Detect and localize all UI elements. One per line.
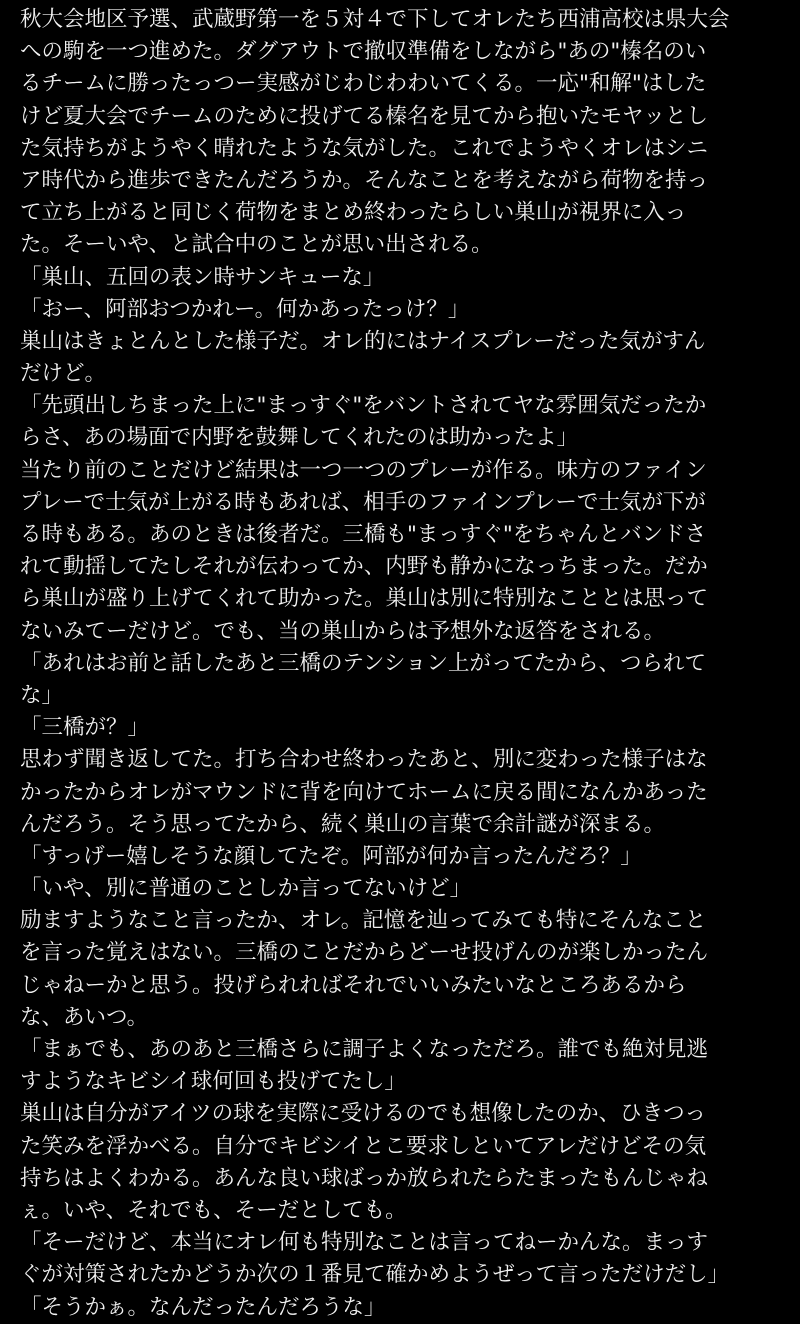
dialogue-line: 「おー、阿部おつかれー。何かあったっけ？」 (20, 296, 470, 322)
text-line: かったからオレがマウンドに背を向けてホームに戻る間になんかあった (20, 779, 708, 805)
text-line: 思わず聞き返してた。打ち合わせ終わったあと、別に変わった様子はな (20, 747, 708, 773)
dialogue-line: 「三橋が？」 (20, 715, 150, 741)
text-line: て立ち上がると同じく荷物をまとめ終わったらしい巣山が視界に入っ (20, 200, 687, 226)
text-line: への駒を一つ進めた。ダグアウトで撤収準備をしながら"あの"榛名のい (20, 39, 707, 65)
text-line: ら巣山が盛り上げてくれて助かった。巣山は別に特別なこととは思って (20, 586, 709, 612)
dialogue-line: らさ、あの場面で内野を鼓舞してくれたのは助かったよ」 (20, 425, 579, 451)
dialogue-line: 「すっげー嬉しそうな顔してたぞ。阿部が何か言ったんだろ？」 (20, 843, 642, 869)
text-line: 励ますようなこと言ったか、オレ。記憶を辿ってみても特にそんなこと (20, 908, 707, 934)
dialogue-line: 「いや、別に普通のことしか言ってないけど」 (20, 876, 472, 902)
text-line: 秋大会地区予選、武蔵野第一を５対４で下してオレたち西浦高校は県大会 (20, 7, 730, 32)
text-line: プレーで士気が上がる時もあれば、相手のファインプレーで士気が下が (20, 489, 706, 515)
text-line: る時もある。あのときは後者だ。三橋も"まっすぐ"をちゃんとバンドさ (20, 522, 707, 547)
dialogue-line: 「そーだけど、本当にオレ何も特別なことは言ってねーかんな。まっす (20, 1230, 709, 1256)
text-line: るチームに勝ったっつー実感がじわじわわいてくる。一応"和解"はした (20, 71, 707, 97)
dialogue-line: すようなキビシイ球何回も投げてたし」 (20, 1069, 406, 1095)
text-line: 当たり前のことだけど結果は一つ一つのプレーが作る。味方のファイン (20, 457, 707, 483)
text-line: だけど。 (20, 361, 107, 387)
text-line: を言った覚えはない。三橋のことだからどーせ投げんのが楽しかったん (20, 940, 709, 966)
text-line: な、あいつ。 (20, 1004, 149, 1030)
text-line: 巣山は自分がアイツの球を実際に受けるのでも想像したのか、ひきつっ (20, 1101, 706, 1127)
dialogue-line: ぐが対策されたかどうか次の１番見て確かめようぜって言っただけだし」 (20, 1262, 730, 1288)
text-line: た気持ちがようやく晴れたような気がした。これでようやくオレはシニ (20, 135, 709, 161)
story-text-body (20, 4, 790, 1324)
text-line: ぇ。いや、それでも、そーだとしても。 (20, 1197, 407, 1223)
text-line: た。そーいや、と試合中のことが思い出される。 (20, 232, 493, 258)
dialogue-line: 「まぁでも、あのあと三橋さらに調子よくなっただろ。誰でも絶対見逃 (20, 1037, 709, 1062)
dialogue-line: 「あれはお前と話したあと三橋のテンション上がってたから、つられて (20, 650, 706, 676)
text-line: けど夏大会でチームのために投げてる榛名を見てから抱いたモヤッとし (20, 103, 709, 129)
text-line: た笑みを浮かべる。自分でキビシイとこ要求しといてアレだけどその気 (20, 1133, 707, 1159)
text-line: 持ちはよくわかる。あんな良い球ばっか放られたらたまったもんじゃね (20, 1165, 709, 1191)
text-line: 巣山はきょとんとした様子だ。オレ的にはナイスプレーだった気がすん (20, 328, 706, 354)
text-line: れて動揺してたしそれが伝わってか、内野も静かになっちまった。だか (20, 554, 708, 580)
dialogue-line: 「巣山、五回の表ン時サンキューな」 (20, 264, 385, 290)
dialogue-line: 「そうかぁ。なんだったんだろうな」 (20, 1294, 386, 1320)
dialogue-line: 「先頭出しちまった上に"まっすぐ"をバントされてヤな雰囲気だったか (20, 393, 707, 419)
text-line: ないみてーだけど。でも、当の巣山からは予想外な返答をされる。 (20, 618, 666, 644)
text-line: ア時代から進歩できたんだろうか。そんなことを考えながら荷物を持っ (20, 167, 709, 193)
text-line: んだろう。そう思ってたから、続く巣山の言葉で余計謎が深まる。 (20, 811, 666, 837)
text-line: じゃねーかと思う。投げられればそれでいいみたいなところあるから (20, 972, 687, 998)
dialogue-line: な」 (20, 682, 64, 708)
